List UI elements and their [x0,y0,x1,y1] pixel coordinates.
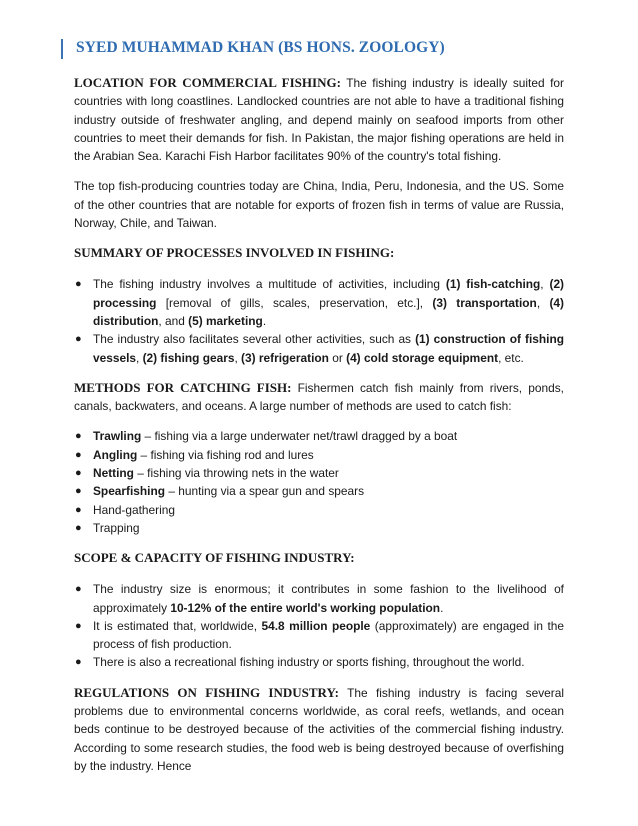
list-item: ● Netting – fishing via throwing nets in the water [74,464,564,482]
methods-list [74,427,564,537]
location-paragraph [74,74,564,165]
list-item: ● The fishing industry involves a multitude of activities, including (1) fish-catching, (2) processing [removal of gills, scales, preservation, etc.], (3) transportation, (4) distribution, and (5) marketing. [75,277,565,328]
producers-paragraph: The top fish-producing countries today are China, India, Peru, Indonesia, and the US. Some of the other countries that are notable for exports of frozen fish in terms of value are Russia, Norway, Chile, and Taiwan. [74,179,564,231]
bullet-icon: ● [75,485,82,498]
location-heading: LOCATION FOR COMMERCIAL FISHING: [74,75,341,90]
author-title: SYED MUHAMMAD KHAN (BS HONS. ZOOLOGY) [76,39,445,56]
location-text: The fishing industry is ideally suited for countries with long coastlines. Landlocked countries are not able to have a traditional fishing industry outside of freshwater angling, and depend mainly on seafood imports from other countries to meet their demands for fish. In Pakistan, the major fishing operations are held in the Arabian Sea. Karachi Fish Harbor facilitates 90% of the country's total fishing. [74,76,564,164]
bullet-icon: ● [75,430,82,443]
methods-heading: METHODS FOR CATCHING FISH: [74,379,292,395]
summary-list [74,275,564,366]
list-item: ● There is also a recreational fishing industry or sports fishing, throughout the world. [74,653,564,671]
scope-list [74,580,564,671]
page-header [74,36,564,60]
list-item: ● Trapping [74,519,564,537]
methods-paragraph [74,379,564,416]
bullet-icon: ● [75,521,82,534]
bullet-icon: ● [75,583,82,596]
list-item: ● Angling – fishing via fishing rod and lures [74,446,564,464]
bullet-icon: ● [75,467,82,480]
bullet-icon: ● [75,656,82,669]
list-item: ● The industry also facilitates several other activities, such as (1) construction of fishing vessels, (2) fishing gears, (3) refrigeration or (4) cold storage equipment, etc. [75,332,564,365]
regulations-heading: REGULATIONS ON FISHING INDUSTRY: [74,684,339,700]
bullet-icon: ● [75,333,82,346]
list-item: ● Spearfishing – hunting via a spear gun and spears [74,482,564,500]
scope-heading: SCOPE & CAPACITY OF FISHING INDUSTRY: [74,550,355,566]
list-item: ● Hand-gathering [74,501,564,519]
bullet-icon: ● [75,448,82,461]
header-accent-bar [61,39,63,59]
bullet-icon: ● [75,503,82,516]
regulations-paragraph [74,684,564,775]
methods-text: Fishermen catch fish mainly from rivers, ponds, canals, backwaters, and oceans. A large number of methods are used to catch fish: [74,380,564,414]
bullet-icon: ● [75,619,82,632]
list-item: ● It is estimated that, worldwide, 54.8 million people (approximately) are engaged in the process of fish production. [75,618,564,652]
list-item: ● The industry size is enormous; it contributes in some fashion to the livelihood of approximately 10-12% of the entire world's working population. [75,582,564,615]
list-item: ● Trawling – fishing via a large underwater net/trawl dragged by a boat [74,427,564,445]
bullet-icon: ● [75,278,82,291]
summary-heading: SUMMARY OF PROCESSES INVOLVED IN FISHING: [74,245,395,261]
regulations-text: The fishing industry is facing several problems due to environmental concerns worldwide, as coral reefs, wetlands, and ocean beds continue to be destroyed because of the activities of the commercial fishing industry. According to some research studies, the food web is being destroyed because of overfishing by the industry. Hence [74,685,565,773]
